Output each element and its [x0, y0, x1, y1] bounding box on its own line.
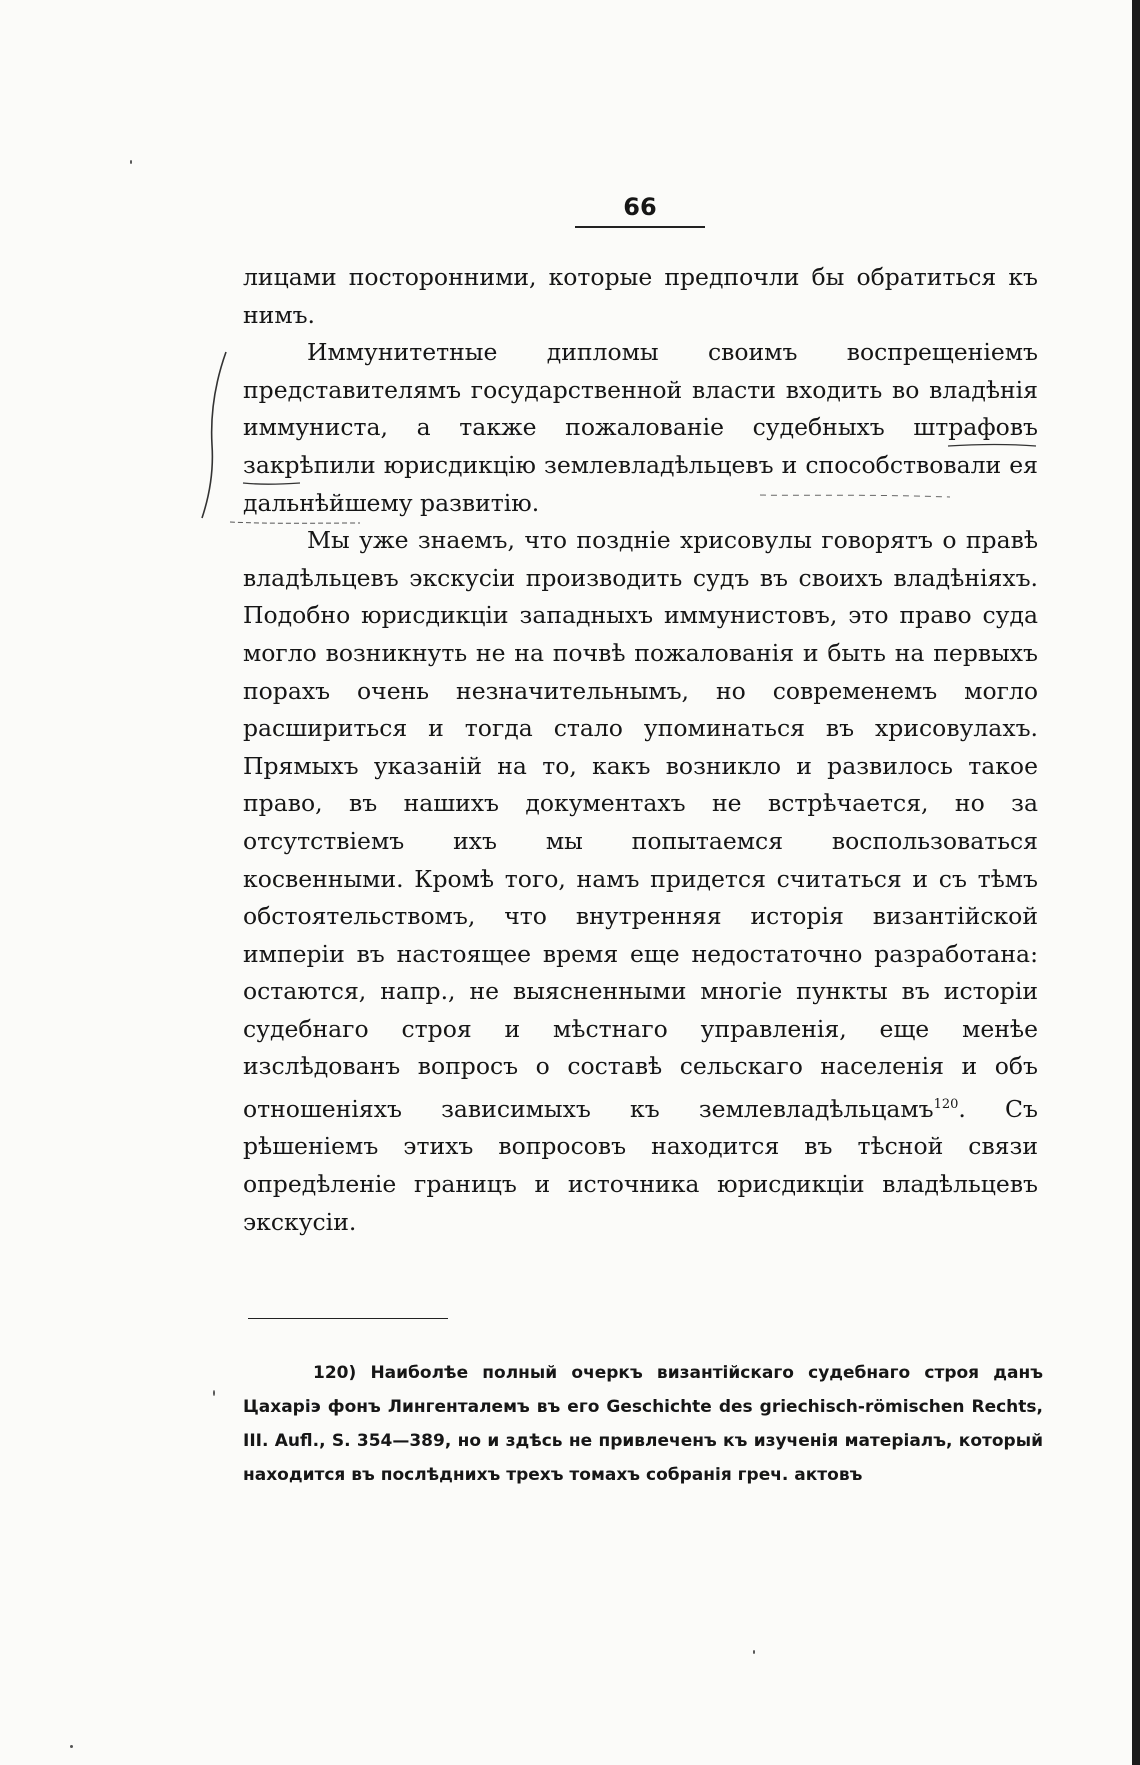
ink-speck: [213, 1390, 215, 1396]
ink-speck: [130, 160, 132, 164]
paragraph-2: Иммунитетные дипломы своимъ воспрещеніемъ представителямъ государственной власти входить во владѣнія иммуниста, а также пожалованіе судебныхъ штрафовъ закрѣпили юрисдикцію землевладѣльцевъ и способствовали ея дальнѣйшему развитію.: [243, 338, 1038, 517]
footnote-divider: [248, 1318, 448, 1319]
footnote-reference: 120: [933, 1097, 959, 1113]
paragraph-3-text-end: . Съ рѣшеніемъ этихъ вопросовъ находится въ тѣсной связи опредѣленіе границъ и источника юрисдикціи владѣльцевъ экскусіи.: [243, 1094, 1038, 1236]
ink-speck: [70, 1745, 73, 1748]
paragraph-3: [243, 522, 1038, 1241]
margin-pencil-mark: [198, 350, 238, 520]
body-text: [243, 259, 1038, 1241]
paragraph-1: лицами посторонними, которые предпочли бы обратиться къ нимъ.: [243, 263, 1038, 329]
page-edge-shadow: [1132, 0, 1140, 1765]
footnote-text: 120) Наиболѣе полный очеркъ византійскаго судебнаго строя данъ Цахаріэ фонъ Лингенталемъ въ его Geschichte des griechisch-römischen Rechts, III. Aufl., S. 354—389, но и здѣсь не привлеченъ къ изученія матеріалъ, который находится въ послѣднихъ трехъ томахъ собранія греч. актовъ: [243, 1363, 1043, 1485]
ink-speck: [753, 1650, 755, 1654]
page-number: 66: [575, 192, 705, 228]
paragraph-3-text: Мы уже знаемъ, что поздніе хрисовулы говорятъ о правѣ владѣльцевъ экскусіи производить судъ въ своихъ владѣніяхъ. Подобно юрисдикціи западныхъ иммунистовъ, это право суда могло возникнуть не на почвѣ пожалованія и быть на первыхъ порахъ очень незначительнымъ, но современемъ могло расшириться и тогда стало упоминаться въ хрисовулахъ. Прямыхъ указаній на то, какъ возникло и развилось такое право, въ нашихъ документахъ не встрѣчается, но за отсутствіемъ ихъ мы попытаемся воспользоваться косвенными. Кромѣ того, намъ придется считаться и съ тѣмъ обстоятельствомъ, что внутренняя исторія византійской имперіи въ настоящее время еще недостаточно разработана: остаются, напр., не выясненными многіе пункты въ исторіи судебнаго строя и мѣстнаго управленія, еще менѣе изслѣдованъ вопросъ о составѣ сельскаго населенія и объ отношеніяхъ зависимыхъ къ землевладѣльцамъ: [243, 526, 1038, 1123]
